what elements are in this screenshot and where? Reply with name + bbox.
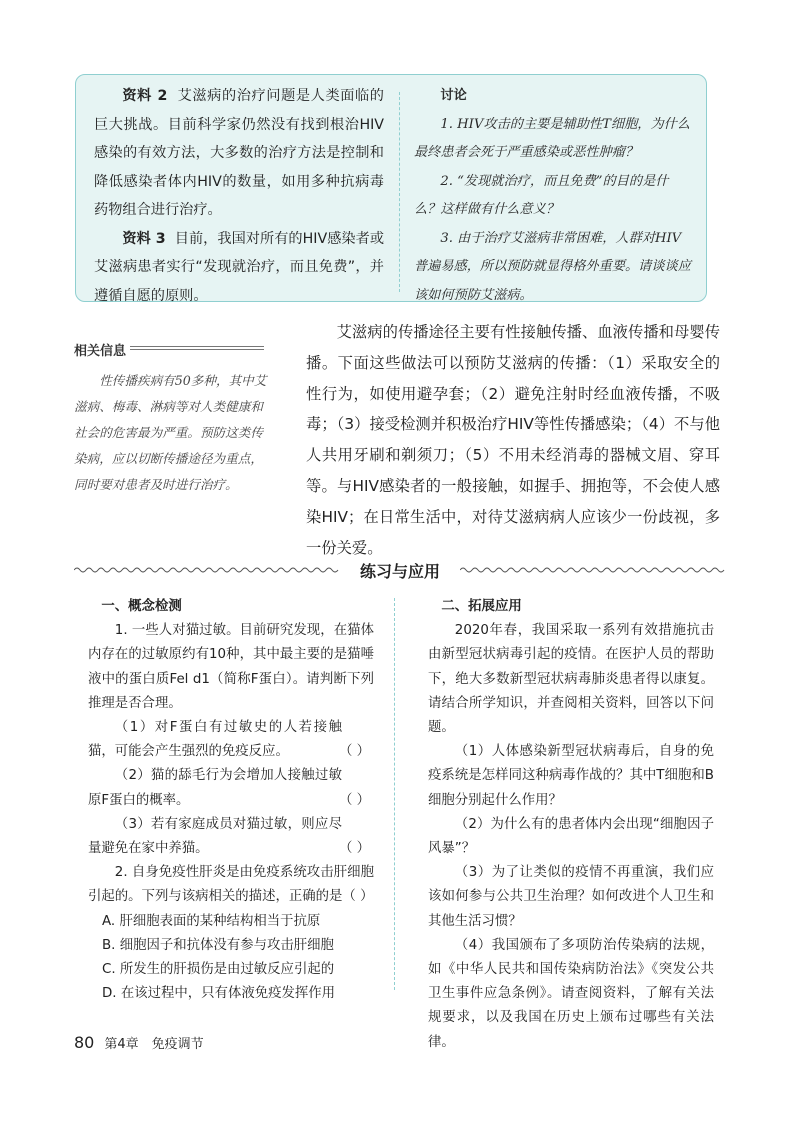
page-number: 80 [74, 1033, 95, 1052]
related-info-paragraph: 性传播疾病有50多种，其中艾滋病、梅毒、淋病等对人类健康和社会的危害最为严重。预防这类传染病，应以切断传播途径为重点，同时要对患者及时进行治疗。 [74, 373, 267, 492]
materials-column [94, 82, 384, 310]
extension-intro: 2020年春，我国采取一系列有效措施抗击由新型冠状病毒引起的疫情。在医护人员的帮助下，绝大多数新型冠状病毒肺炎患者得以康复。请结合所学知识，并查阅相关资料，回答以下问题。 [428, 623, 714, 736]
page-footer [74, 1033, 204, 1052]
section-wave-right [460, 566, 726, 574]
concept-check-heading: 一、概念检测 [101, 599, 182, 614]
related-info-rule [130, 346, 264, 350]
answer-bracket: （ ） [338, 792, 370, 808]
column-divider [394, 598, 395, 990]
option-c: C. 所发生的肝损伤是由过敏反应引起的 [102, 962, 335, 978]
main-body [306, 317, 720, 563]
related-info-heading: 相关信息 [74, 344, 127, 359]
chapter-label: 第4章 免疫调节 [104, 1037, 204, 1052]
section-title: 练习与应用 [359, 562, 440, 581]
discussion-question-3: 3. 由于治疗艾滋病非常困难，人群对HIV普遍易感，所以预防就显得格外重要。请谈谈应该如何预防艾滋病。 [414, 230, 691, 303]
concept-check-column [88, 595, 374, 1006]
extension-question-2: （2）为什么有的患者体内会出现“细胞因子风暴”？ [428, 816, 714, 857]
option-a: A. 肝细胞表面的某种结构相当于抗原 [102, 913, 321, 929]
extension-question-4: （4）我国颁布了多项防治传染病的法规，如《中华人民共和国传染病防治法》《突发公共卫生事件应急条例》。请查阅资料，了解有关法规要求，以及我国在历史上颁布过哪些有关法律。 [428, 937, 714, 1050]
transmission-paragraph: 艾滋病的传播途径主要有性接触传播、血液传播和母婴传播。下面这些做法可以预防艾滋病的传播：（1）采取安全的性行为，如使用避孕套；（2）避免注射时经血液传播，不吸毒；（3）接受检测并积极治疗HIV等性传播感染；（4）不与他人共用牙刷和剃须刀；（5）不用未经消毒的器械文眉、穿耳等。与HIV感染者的一般接触，如握手、拥抱等，不会使人感染HIV；在日常生活中，对待艾滋病病人应该少一份歧视，多一份关爱。 [306, 323, 720, 557]
question-1-item-3: （3）若有家庭成员对猫过敏，则应尽量避免在家中养猫。 （ ） [88, 813, 374, 861]
discussion-question-1: 1. HIV攻击的主要是辅助性T细胞，为什么最终患者会死于严重感染或恶性肿瘤？ [414, 116, 691, 160]
material-3: 资料 3 目前，我国对所有的HIV感染者或艾滋病患者实行“发现就治疗，而且免费”，并遵循自愿的原则。 [94, 230, 385, 304]
material-2: 资料 2 艾滋病的治疗问题是人类面临的巨大挑战。目前科学家仍然没有找到根治HIV感染的有效方法，大多数的治疗方法是控制和降低感染者体内HIV的数量，如用多种抗病毒药物组合进行治疗。 [94, 88, 384, 218]
answer-bracket: （ ） [338, 744, 370, 760]
related-info-text [74, 368, 268, 498]
question-2-stem: 2. 自身免疫性肝炎是由免疫系统攻击肝细胞引起的。下列与该病相关的描述，正确的是（ ） [88, 865, 374, 905]
question-1-item-1: （1）对F蛋白有过敏史的人若接触猫，可能会产生强烈的免疫反应。 （ ） [88, 716, 374, 764]
option-b: B. 细胞因子和抗体没有参与攻击肝细胞 [102, 937, 334, 953]
extension-column [428, 595, 714, 1055]
question-1-item-2: （2）猫的舔毛行为会增加人接触过敏原F蛋白的概率。 （ ） [88, 764, 374, 812]
discussion-column [414, 82, 692, 310]
extension-heading: 二、拓展应用 [441, 599, 522, 614]
question-1-stem: 1. 一些人对猫过敏。目前研究发现，在猫体内存在的过敏原约有10种，其中最主要的是猫唾液中的蛋白质Fel d1（简称F蛋白）。请判断下列推理是否合理。 [88, 623, 374, 711]
option-d: D. 在该过程中，只有体液免疫发挥作用 [102, 986, 336, 1002]
info-box-divider [399, 92, 400, 292]
extension-question-1: （1）人体感染新型冠状病毒后，自身的免疫系统是怎样同这种病毒作战的？其中T细胞和B细胞分别起什么作用？ [428, 744, 714, 808]
answer-bracket: （ ） [338, 841, 370, 857]
extension-question-3: （3）为了让类似的疫情不再重演，我们应该如何参与公共卫生治理？如何改进个人卫生和其他生活习惯？ [428, 865, 714, 929]
discussion-title: 讨论 [440, 88, 467, 103]
discussion-question-2: 2. “发现就治疗，而且免费”的目的是什么？这样做有什么意义？ [414, 173, 669, 217]
